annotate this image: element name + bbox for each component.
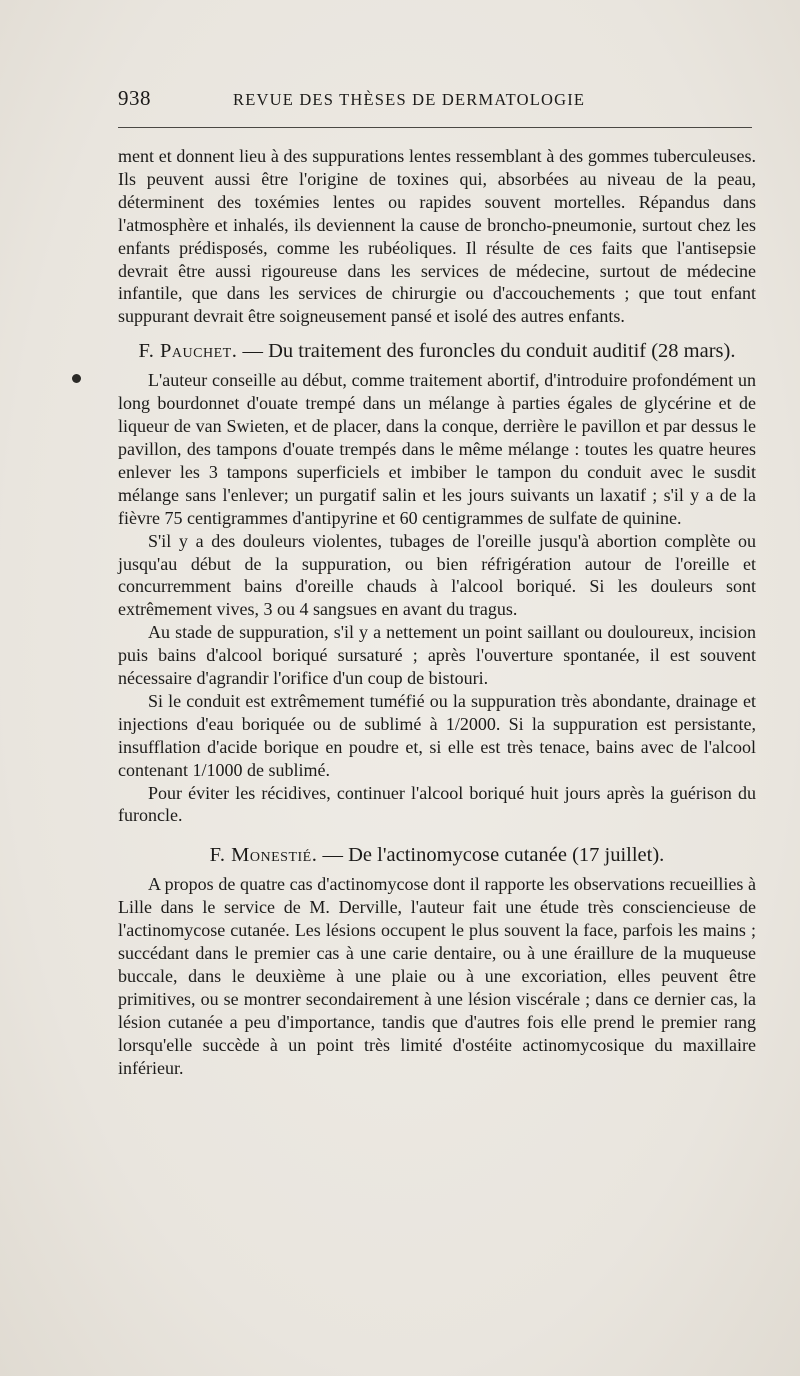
header-rule: [118, 127, 752, 128]
paragraph: A propos de quatre cas d'actinomycose dont il rapporte les observations recueillies à Lille dans le service de M. Derville, l'auteur fait une étude très consciencieuse de l'actinomycose cutanée. Les lésions occupent le plus souvent la face, parfois les mains ; succédant dans le premier cas à une carie dentaire, ou à une éraillure de la muqueuse buccale, dans le deuxième à une plaie ou à une excoriation, elles peuvent être primitives, ou se montrer secondairement à une lésion viscérale ; dans ce dernier cas, la lésion cutanée a peu d'importance, tandis que d'autres fois elle prend le premier rang lorsqu'elle succède à un point très limité d'ostéite actinomycosique du maxillaire inférieur.: [118, 874, 756, 1078]
running-title: REVUE DES THÈSES DE DERMATOLOGIE: [233, 90, 586, 109]
section-title-monestie: [118, 843, 756, 867]
paragraph: S'il y a des douleurs violentes, tubages de l'oreille jusqu'à abortion complète ou jusqu'au début de la suppuration, ou bien réfrigération autour de l'oreille et concurremment bains d'oreille chauds à l'alcool boriqué. Si les douleurs sont extrêmement vives, 3 ou 4 sangsues en avant du tragus.: [118, 530, 756, 620]
margin-ink-dot: [72, 374, 81, 383]
body-text: [118, 145, 756, 1080]
section-title-text: Du traitement des furoncles du conduit auditif (28 mars).: [268, 340, 736, 363]
intro-paragraph: ment et donnent lieu à des suppurations lentes ressemblant à des gommes tuberculeuses. Ils peuvent aussi être l'origine de toxines qui, absorbées au niveau de la peau, déterminent des toxémies lentes ou rapides souvent mortelles. Répandus dans l'atmosphère et inhalés, ils deviennent la cause de broncho-pneumonie, surtout chez les enfants prédisposés, comme les rubéoliques. Il résulte de ces faits que l'antisepsie devrait être aussi rigoureuse dans les services de médecine, surtout de médecine infantile, que dans les services de chirurgie ou d'accouchements ; que tout enfant suppurant devrait être soigneusement pansé et isolé des autres enfants.: [118, 146, 756, 327]
paragraph: Au stade de suppuration, s'il y a nettement un point saillant ou douloureux, incision puis bains d'alcool boriqué sursaturé ; après l'ouverture spontanée, il est souvent nécessaire d'agrandir l'orifice d'un coup de bistouri.: [118, 622, 756, 689]
paragraph: Pour éviter les récidives, continuer l'alcool boriqué huit jours après la guérison du furoncle.: [118, 782, 756, 826]
page-number: 938: [118, 86, 151, 110]
section-title-text: De l'actinomycose cutanée (17 juillet).: [348, 844, 665, 867]
section-dash: —: [317, 844, 349, 867]
section-author: F. Monestié.: [209, 844, 318, 867]
section-author: F. Pauchet.: [138, 340, 238, 363]
paragraph: L'auteur conseille au début, comme traitement abortif, d'introduire profondément un long bourdonnet d'ouate trempé dans un mélange à parties égales de glycérine et de liqueur de van Swieten, et de placer, dans la conque, derrière le pavillon et par dessus le pavillon, des tampons d'ouate trempés dans le même mélange : toutes les quatre heures enlever les 3 tampons superficiels et imbiber le tampon du conduit avec le susdit mélange sans l'enlever; un purgatif salin et les jours suivants un laxatif ; s'il y a de la fièvre 75 centigrammes d'antipyrine et 60 centigrammes de sulfate de quinine.: [118, 370, 756, 528]
section-title-pauchet: [118, 339, 756, 363]
paragraph: Si le conduit est extrêmement tuméfié ou la suppuration très abondante, drainage et injections d'eau boriquée ou de sublimé à 1/2000. Si la suppuration est persistante, insufflation d'acide borique en poudre et, si elle est très tenace, bains avec de l'alcool contenant 1/1000 de sublimé.: [118, 690, 756, 780]
page-header: [118, 86, 754, 116]
section-dash: —: [237, 340, 269, 363]
